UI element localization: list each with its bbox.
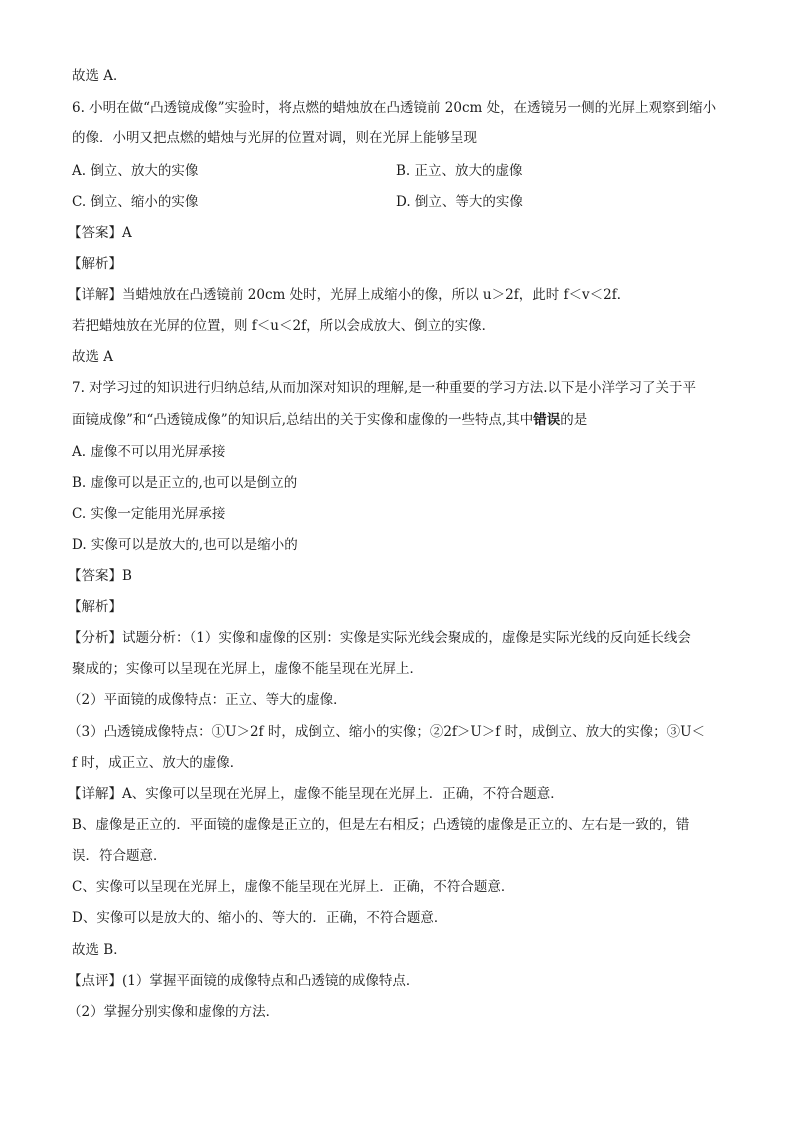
question-7-detail-a: 【详解】A、实像可以呈现在光屏上，虚像不能呈现在光屏上．正确，不符合题意． — [68, 786, 564, 802]
question-6-option-a: A. 倒立、放大的实像 — [72, 163, 199, 179]
question-6-detail-line-1: 【详解】当蜡烛放在凸透镜前 20cm 处时，光屏上成缩小的像，所以 u＞2f，此时 f＜v＜2f． — [68, 287, 631, 303]
question-7-comment-line-2: （2）掌握分别实像和虚像的方法． — [68, 1004, 280, 1020]
question-7-detail-d: D、实像可以是放大的、缩小的、等大的．正确，不符合题意． — [72, 910, 448, 926]
question-6-analysis-heading: 【解析】 — [68, 256, 122, 272]
question-7-detail-b-line-2: 误．符合题意． — [72, 848, 167, 864]
question-7-stem-tail: 的是 — [560, 412, 588, 428]
question-7-detail-b-line-1: B、虚像是正立的．平面镜的虚像是正立的，但是左右相反；凸透镜的虚像是正立的、左右是一致的，错 — [72, 817, 690, 833]
question-7-stem-line-2 — [72, 410, 587, 430]
question-7-comment-line-1: 【点评】(1）掌握平面镜的成像特点和凸透镜的成像特点． — [68, 973, 420, 989]
question-6-stem-line-1: 6. 小明在做“凸透镜成像”实验时，将点燃的蜡烛放在凸透镜前 20cm 处，在透镜另一侧的光屏上观察到缩小 — [72, 100, 717, 116]
question-6-option-c: C. 倒立、缩小的实像 — [72, 194, 199, 210]
question-7-stem-text: 面镜成像”和“凸透镜成像”的知识后,总结出的关于实像和虚像的一些特点,其中 — [72, 412, 534, 428]
question-7-analysis-line-4: （3）凸透镜成像特点：①U＞2f 时，成倒立、缩小的实像；②2f＞U＞f 时，成倒立、放大的实像；③U＜ — [68, 724, 705, 740]
question-6-stem-line-2: 的像．小明又把点燃的蜡烛与光屏的位置对调，则在光屏上能够呈现 — [72, 130, 477, 146]
question-7-option-a: A. 虚像不可以用光屏承接 — [72, 444, 226, 460]
question-6-option-d: D. 倒立、等大的实像 — [396, 194, 523, 210]
question-7-option-d: D. 实像可以是放大的,也可以是缩小的 — [72, 537, 298, 553]
question-7-analysis-heading: 【解析】 — [68, 599, 122, 615]
question-6-detail-line-2: 若把蜡烛放在光屏的位置，则 f＜u＜2f，所以会成放大、倒立的实像． — [72, 318, 496, 334]
question-7-choice: 故选 B． — [72, 942, 127, 958]
question-7-analysis-line-3: （2）平面镜的成像特点：正立、等大的虚像． — [68, 692, 347, 708]
question-7-answer: 【答案】B — [68, 568, 132, 584]
question-6-option-b: B. 正立、放大的虚像 — [396, 163, 523, 179]
question-7-analysis-line-1: 【分析】试题分析：（1）实像和虚像的区别：实像是实际光线会聚成的，虚像是实际光线的反向延长线会 — [68, 630, 691, 646]
question-7-analysis-line-5: f 时，成正立、放大的虚像． — [72, 755, 244, 771]
question-6-answer: 【答案】A — [68, 225, 132, 241]
prev-answer-line: 故选 A． — [72, 68, 127, 84]
question-6-choice: 故选 A — [72, 349, 114, 365]
question-7-option-b: B. 虚像可以是正立的,也可以是倒立的 — [72, 475, 298, 491]
question-7-detail-c: C、实像可以呈现在光屏上，虚像不能呈现在光屏上．正确，不符合题意． — [72, 879, 515, 895]
emphasis-wrong: 错误 — [533, 412, 561, 428]
question-7-analysis-line-2: 聚成的；实像可以呈现在光屏上，虚像不能呈现在光屏上． — [72, 661, 423, 677]
question-7-option-c: C. 实像一定能用光屏承接 — [72, 506, 226, 522]
question-7-stem-line-1: 7. 对学习过的知识进行归纳总结,从而加深对知识的理解,是一种重要的学习方法.以下是小洋学习了关于平 — [72, 380, 697, 396]
